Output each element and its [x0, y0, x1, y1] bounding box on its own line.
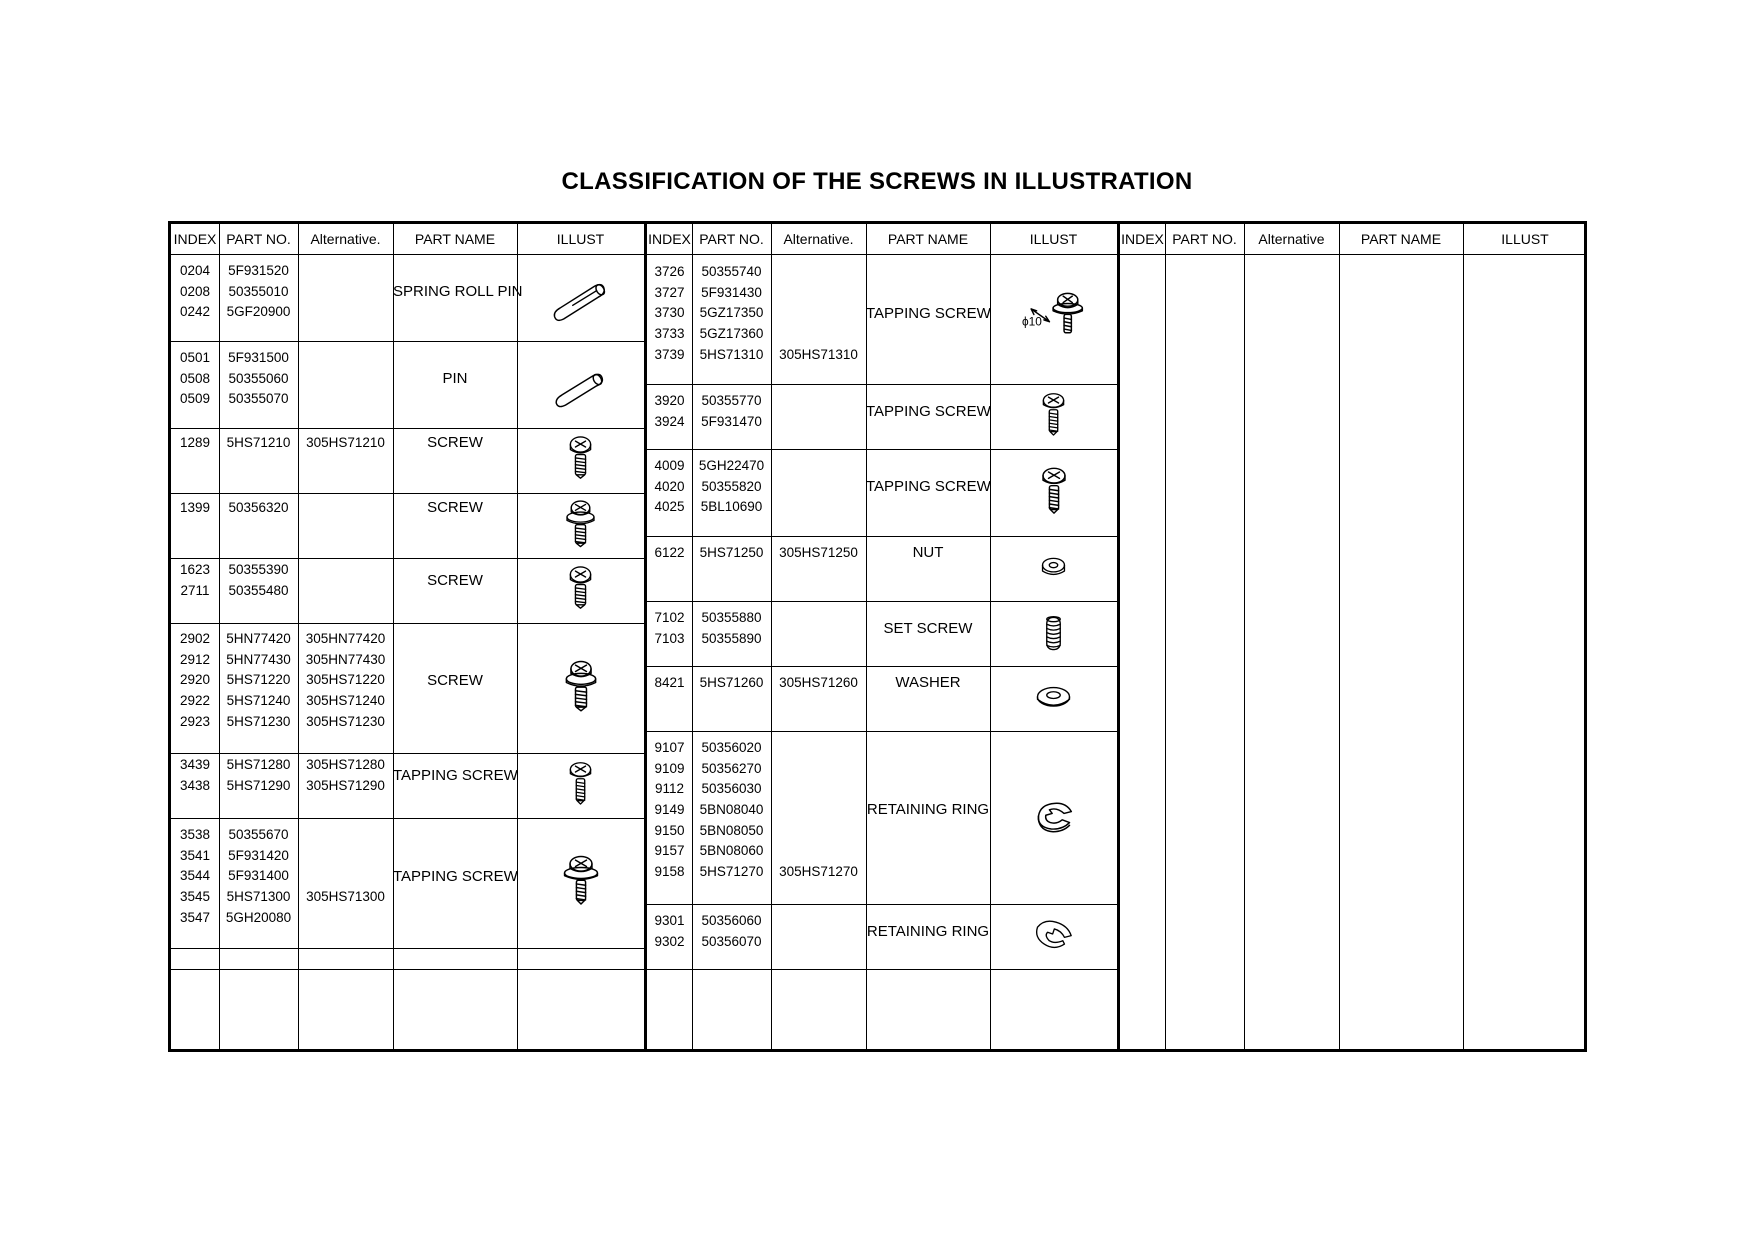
column-divider [1165, 224, 1166, 1049]
column-divider [990, 224, 991, 1049]
part-name-cell: TAPPING SCREW [393, 766, 518, 784]
screw-icon [551, 561, 610, 620]
index-cell: 6122 [654, 545, 685, 560]
column-header: ILLUST [556, 231, 605, 247]
row-divider [171, 948, 644, 949]
illustration-cell [1024, 907, 1083, 971]
screw-washer-icon [549, 656, 613, 720]
column-header: INDEX [173, 231, 217, 247]
part-name-cell: SCREW [427, 671, 483, 689]
illustration-cell [551, 561, 610, 625]
row-divider [171, 969, 644, 970]
header-divider [1120, 254, 1587, 255]
part-no-cell: 5HS71260 [699, 675, 764, 690]
table-panel-left [171, 224, 644, 1049]
illustration-cell [1022, 786, 1086, 855]
header-divider [647, 254, 1120, 255]
alternative-cell: 305HS71310 [779, 346, 858, 362]
column-divider [393, 224, 394, 1049]
alternative-cell: 305HS71250 [779, 545, 858, 560]
column-header: Alternative [1258, 231, 1325, 247]
part-no-cell: 50356020 50356270 50356030 5BN08040 5BN08050 5BN08060 5HS71270 [699, 740, 764, 880]
part-name-cell: RETAINING RING [866, 801, 990, 819]
part-no-cell: 5HS71280 5HS71290 [226, 757, 291, 793]
row-divider [171, 428, 644, 429]
index-cell: 2902 2912 2920 2922 2923 [179, 631, 211, 729]
illustration-cell [1022, 461, 1086, 530]
table-panel-middle [644, 224, 1120, 1049]
alternative-cell: 305HS71300 [306, 889, 385, 905]
index-cell: 4009 4020 4025 [654, 458, 685, 515]
set-screw-icon [1024, 604, 1083, 663]
column-header: PART NAME [887, 231, 969, 247]
alternative-cell: 305HS71280 305HS71290 [306, 757, 385, 793]
part-no-cell: 5HS71250 [699, 545, 764, 560]
screw-washer-icon [551, 496, 610, 555]
row-divider [171, 341, 644, 342]
part-name-cell: TAPPING SCREW [866, 478, 991, 496]
flange-tapping-screw-icon [549, 851, 613, 915]
column-header: INDEX [1121, 231, 1164, 247]
part-name-cell: SPRING ROLL PIN [393, 283, 523, 301]
part-no-cell: 50355880 50355890 [701, 610, 762, 646]
header-divider [171, 254, 644, 255]
illustration-cell [551, 496, 610, 560]
part-name-cell: PIN [442, 370, 468, 388]
illustration-cell [1024, 539, 1083, 603]
page-title: CLASSIFICATION OF THE SCREWS IN ILLUSTRATION [561, 168, 1193, 195]
part-name-cell: SCREW [427, 499, 483, 517]
illustration-cell [1022, 287, 1086, 356]
index-cell: 3439 3438 [179, 757, 211, 793]
tapping-screw-icon [1022, 461, 1086, 525]
part-no-cell: 50355390 50355480 [228, 562, 289, 598]
part-name-cell: SCREW [427, 434, 483, 452]
retaining-ring-icon [1024, 907, 1083, 966]
illustration-cell [551, 756, 610, 820]
illustration-cell [551, 431, 610, 495]
index-cell: 3920 3924 [654, 393, 685, 429]
row-divider [171, 753, 644, 754]
index-cell: 9301 9302 [654, 913, 685, 949]
part-no-cell: 5F931500 50355060 50355070 [228, 350, 289, 407]
alternative-cell: 305HN77420 305HN77430 305HS71220 305HS71240 305HS71230 [305, 631, 386, 729]
column-divider [1244, 224, 1245, 1049]
index-cell: 0204 0208 0242 [179, 263, 211, 320]
column-header: PART NAME [414, 231, 496, 247]
column-header: ILLUST [1501, 231, 1549, 247]
column-header: PART NO. [1172, 231, 1237, 247]
part-name-cell: SCREW [427, 571, 483, 589]
part-no-cell: 5F931520 50355010 5GF20900 [226, 263, 291, 320]
illustration-cell [549, 656, 613, 725]
washer-icon [1024, 669, 1083, 728]
row-divider [647, 384, 1120, 385]
illustration-cell [549, 851, 613, 920]
column-divider [1463, 224, 1464, 1049]
index-cell: 1289 [179, 435, 211, 450]
column-divider [517, 224, 518, 1049]
screw-icon [551, 431, 610, 490]
index-cell: 9107 9109 9112 9149 9150 9157 9158 [654, 740, 685, 880]
flange-tapping-screw-dimension-icon [1022, 287, 1086, 351]
pin-icon [549, 353, 613, 417]
index-cell: 8421 [654, 675, 685, 690]
column-header: ILLUST [1029, 231, 1078, 247]
index-cell: 3726 3727 3730 3733 3739 [654, 264, 685, 362]
row-divider [647, 536, 1120, 537]
part-name-cell: TAPPING SCREW [866, 304, 991, 322]
column-header: PART NO. [226, 231, 291, 247]
part-name-cell: TAPPING SCREW [866, 402, 991, 420]
column-divider [1339, 224, 1340, 1049]
index-cell: 7102 7103 [654, 610, 685, 646]
illustration-cell [549, 353, 613, 422]
part-name-cell: WASHER [895, 674, 961, 692]
row-divider [647, 904, 1120, 905]
index-cell: 1623 2711 [179, 562, 211, 598]
illustration-cell [1024, 604, 1083, 668]
tapping-screw-icon [551, 756, 610, 815]
part-no-cell: 50355770 5F931470 [701, 393, 762, 429]
index-cell: 1399 [179, 500, 211, 515]
column-header: PART NO. [699, 231, 764, 247]
alternative-cell: 305HS71260 [779, 675, 858, 690]
index-cell: 0501 0508 0509 [179, 350, 211, 407]
part-no-cell: 50355740 5F931430 5GZ17350 5GZ17360 5HS71310 [699, 264, 764, 362]
part-name-cell: RETAINING RING [866, 922, 990, 940]
e-ring-icon [1022, 786, 1086, 850]
part-name-cell: TAPPING SCREW [393, 867, 518, 885]
nut-icon [1024, 539, 1083, 598]
illustration-cell [549, 266, 613, 335]
illustration-cell [1024, 387, 1083, 451]
column-header: PART NAME [1360, 231, 1442, 247]
part-no-cell: 50355670 5F931420 5F931400 5HS71300 5GH20080 [225, 827, 292, 925]
alternative-cell: 305HS71270 [779, 864, 858, 880]
part-no-cell: 5GH22470 50355820 5BL10690 [698, 458, 765, 515]
table-panel-right [1117, 224, 1587, 1049]
part-name-cell: SET SCREW [883, 619, 973, 637]
index-cell: 3538 3541 3544 3545 3547 [179, 827, 211, 925]
spring-roll-pin-icon [549, 266, 613, 330]
part-no-cell: 50356060 50356070 [701, 913, 762, 949]
part-no-cell: 50356320 [228, 500, 289, 515]
classification-table [168, 221, 1587, 1052]
svg-text:ϕ10: ϕ10 [1021, 314, 1042, 329]
illustration-cell [1024, 669, 1083, 733]
part-no-cell: 5HS71210 [226, 435, 291, 450]
alternative-cell: 305HS71210 [306, 435, 385, 450]
column-header: Alternative. [783, 231, 854, 247]
column-header: INDEX [648, 231, 691, 247]
part-no-cell: 5HN77420 5HN77430 5HS71220 5HS71240 5HS71230 [226, 631, 291, 729]
tapping-screw-icon [1024, 387, 1083, 446]
part-name-cell: NUT [912, 544, 944, 562]
column-header: Alternative. [310, 231, 381, 247]
